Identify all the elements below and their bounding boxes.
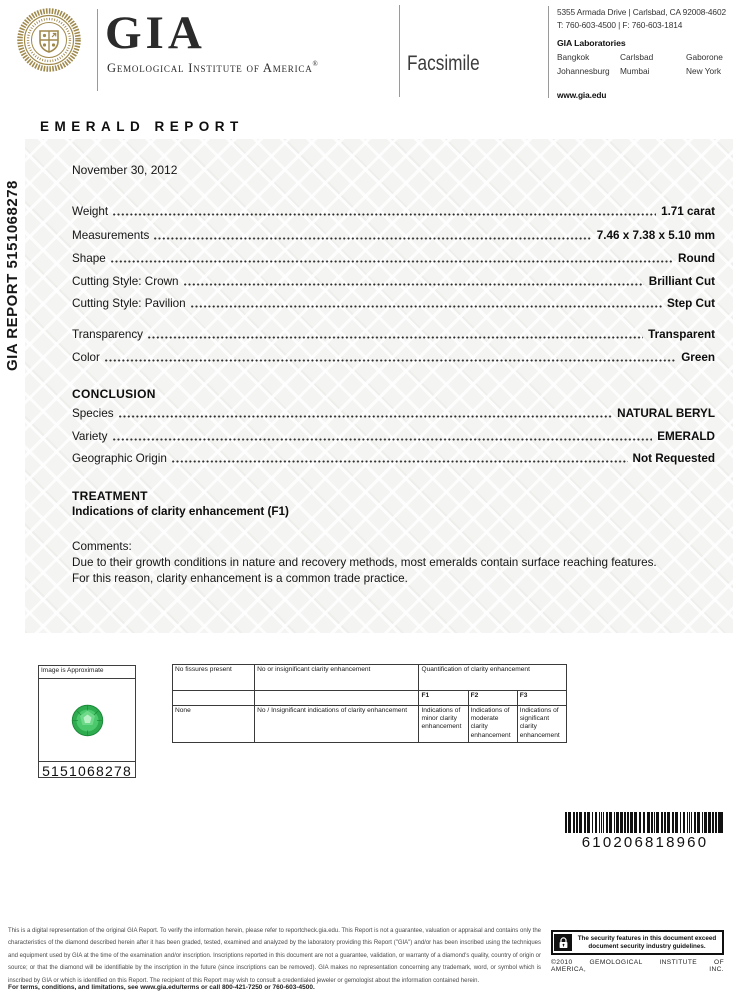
lab-city: Bangkok bbox=[557, 52, 590, 62]
field-row-species bbox=[72, 407, 715, 420]
field-label: Cutting Style: Pavilion bbox=[72, 297, 186, 310]
dotted-leader bbox=[111, 260, 673, 263]
field-row-geographic-origin bbox=[72, 452, 715, 465]
lab-city: Mumbai bbox=[620, 66, 650, 76]
facsimile-label: Facsimile bbox=[407, 52, 480, 75]
lab-city: Johannesburg bbox=[557, 66, 610, 76]
dotted-leader bbox=[172, 460, 628, 463]
photo-report-number: 5151068278 bbox=[39, 761, 135, 779]
field-label: Color bbox=[72, 351, 100, 364]
copyright-line: ©2010 GEMOLOGICAL INSTITUTE OF AMERICA, INC. bbox=[551, 959, 724, 973]
comments-label: Comments: bbox=[72, 540, 132, 553]
website-url: www.gia.edu bbox=[557, 90, 607, 100]
table-cell: Indications of minor clarity enhancement bbox=[419, 706, 468, 743]
lab-city: Gaborone bbox=[686, 52, 723, 62]
field-row-cutting-pavilion bbox=[72, 297, 715, 310]
field-row-variety bbox=[72, 430, 715, 443]
table-cell: No / Insignificant indications of clarity enhancement bbox=[255, 706, 419, 743]
field-label: Weight bbox=[72, 205, 109, 218]
report-title: EMERALD REPORT bbox=[40, 119, 244, 134]
field-label: Species bbox=[72, 407, 114, 420]
header-divider-1 bbox=[97, 9, 98, 91]
field-label: Measurements bbox=[72, 229, 150, 242]
comments-line-2: For this reason, clarity enhancement is a common trade practice. bbox=[72, 572, 408, 585]
gia-seal-icon bbox=[16, 7, 82, 78]
treatment-detail: Indications of clarity enhancement (F1) bbox=[72, 505, 289, 518]
field-value: NATURAL BERYL bbox=[617, 407, 715, 420]
registered-mark: ® bbox=[312, 60, 319, 68]
table-cell: F1 bbox=[419, 691, 468, 706]
table-cell: Indications of significant clarity enhancement bbox=[517, 706, 566, 743]
dotted-leader bbox=[113, 213, 656, 216]
barcode bbox=[565, 812, 725, 833]
dotted-leader bbox=[184, 283, 644, 286]
lock-icon bbox=[554, 934, 572, 951]
gem-photo-box bbox=[38, 665, 136, 778]
table-cell: No fissures present bbox=[173, 665, 255, 691]
field-value: 7.46 x 7.38 x 5.10 mm bbox=[596, 229, 715, 242]
gia-logo-subtitle bbox=[107, 60, 319, 76]
emerald-photo bbox=[39, 679, 135, 761]
field-row-color bbox=[72, 351, 715, 364]
report-number-side-label: GIA REPORT 5151068278 bbox=[4, 180, 21, 371]
field-value: Green bbox=[681, 351, 715, 364]
field-row-measurements bbox=[72, 229, 715, 242]
field-value: Step Cut bbox=[666, 297, 715, 310]
lab-city: Carlsbad bbox=[620, 52, 654, 62]
table-cell: None bbox=[173, 706, 255, 743]
dotted-leader bbox=[154, 237, 591, 240]
dotted-leader bbox=[119, 415, 613, 418]
field-value: Brilliant Cut bbox=[648, 275, 715, 288]
field-row-transparency bbox=[72, 328, 715, 341]
field-label: Geographic Origin bbox=[72, 452, 167, 465]
field-label: Cutting Style: Crown bbox=[72, 275, 179, 288]
table-cell-empty bbox=[173, 691, 255, 706]
comments-line-1: Due to their growth conditions in nature and recovery methods, most emeralds contain surface reaching features. bbox=[72, 556, 657, 569]
report-date: November 30, 2012 bbox=[72, 163, 178, 177]
gia-wordmark: GIA bbox=[105, 7, 206, 59]
labs-title: GIA Laboratories bbox=[557, 38, 626, 48]
table-cell: F2 bbox=[468, 691, 517, 706]
header-divider-2 bbox=[399, 5, 400, 97]
clarity-enhancement-table bbox=[172, 664, 567, 743]
dotted-leader bbox=[113, 438, 653, 441]
field-value: Transparent bbox=[648, 328, 715, 341]
treatment-heading: TREATMENT bbox=[72, 489, 148, 503]
terms-line: For terms, conditions, and limitations, see www.gia.edu/terms or call 800-421-7250 or 760-603-4500. bbox=[8, 984, 315, 991]
legal-disclaimer-text: This is a digital representation of the original GIA Report. To verify the information herein, please refer to reportcheck.gia.edu. This Report is not a guarantee, valuation or appraisal and contains only the characteristics of the diamond described herein after it has been graded, tested, examined and analyzed by the laboratory providing this Report ("GIA") and/or has been inscribed using the techniques and equipment used by GIA at the time of the examination and/or inscription. Inscriptions reported in this document are not a guarantee, validation, or warranty of a diamond's quality, country of origin or source; or that the diamond will be identifiable by the inscription in the future (since inscriptions can be removed). GIA makes no representation concerning any trademark, word, or symbol which is inscribed by GIA or which is identified on this Report. The recipient of this Report may wish to consult a credentialed jeweler or gemologist about the information contained herein. bbox=[8, 928, 542, 984]
field-label: Variety bbox=[72, 430, 108, 443]
photo-caption: Image is Approximate bbox=[39, 666, 135, 679]
field-value: 1.71 carat bbox=[661, 205, 715, 218]
address-line-1: 5355 Armada Drive | Carlsbad, CA 92008-4602 bbox=[557, 7, 726, 17]
gia-logo-subtitle-text: Gemological Institute of America bbox=[107, 61, 313, 75]
security-notice-box bbox=[551, 930, 724, 955]
emerald-gem-icon bbox=[71, 704, 104, 737]
field-value: Not Requested bbox=[632, 452, 715, 465]
dotted-leader bbox=[105, 359, 676, 362]
security-notice-text: The security features in this document exceed document security industry guidelines. bbox=[577, 934, 717, 950]
field-row-weight bbox=[72, 205, 715, 218]
field-value: Round bbox=[678, 252, 715, 265]
table-cell: Quantification of clarity enhancement bbox=[419, 665, 567, 691]
field-value: EMERALD bbox=[657, 430, 715, 443]
dotted-leader bbox=[191, 305, 662, 308]
header-divider-3 bbox=[548, 6, 549, 98]
table-cell-empty bbox=[255, 691, 419, 706]
table-cell: F3 bbox=[517, 691, 566, 706]
field-row-cutting-crown bbox=[72, 275, 715, 288]
table-cell: Indications of moderate clarity enhancement bbox=[468, 706, 517, 743]
lab-city: New York bbox=[686, 66, 722, 76]
table-cell: No or insignificant clarity enhancement bbox=[255, 665, 419, 691]
field-label: Shape bbox=[72, 252, 106, 265]
conclusion-heading: CONCLUSION bbox=[72, 387, 156, 401]
field-label: Transparency bbox=[72, 328, 144, 341]
barcode-number: 610206818960 bbox=[581, 834, 709, 851]
labs-list bbox=[557, 52, 733, 76]
field-row-shape bbox=[72, 252, 715, 265]
dotted-leader bbox=[148, 336, 643, 339]
address-line-2: T: 760-603-4500 | F: 760-603-1814 bbox=[557, 20, 683, 30]
